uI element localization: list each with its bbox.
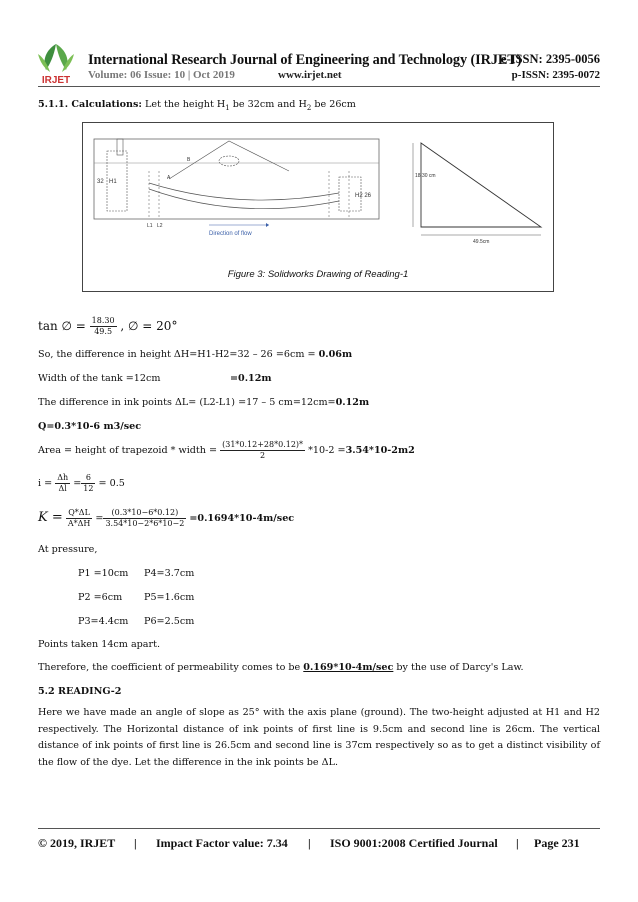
p-issn: p-ISSN: 2395-0072 <box>511 69 600 81</box>
permeability-equation: K = $\frac{Q*\Delta L}{A*\Delta H}$ = $\frac{(0.3*10-6*0.12)}{3.54*10-2*6*10-2}$ =0.1694*10-4m/sec <box>38 508 295 528</box>
pressure-heading: At pressure, <box>38 544 98 555</box>
reading2-paragraph: Here we have made an angle of slope as 25° with the axis plane (ground). The two-height adjusted at H1 and H2 respectively. The Horizontal distance of ink points of first line is 9.5cm and second line is 26cm. The vertical distance of ink points of first line is 26.5cm and second line is 37cm respectively so as to get a distinct visibility of the flow of the dye. Let the difference in the ink points be ΔL. <box>38 707 600 768</box>
volume-issue: Volume: 06 Issue: 10 | Oct 2019 <box>88 69 235 81</box>
points-apart: Points taken 14cm apart. <box>38 639 161 650</box>
section-heading: 5.1.1. Calculations: <box>38 99 142 110</box>
height-difference: So, the difference in height ΔH=H1-H2=32 – 26 =6cm = 0.06m <box>38 349 353 360</box>
footer-rule <box>38 828 600 829</box>
e-issn: e-ISSN: 2395-0056 <box>501 52 600 66</box>
header-subline <box>88 69 600 81</box>
figure-caption: Figure 3: Solidworks Drawing of Reading-1 <box>227 269 409 280</box>
header-rule <box>38 86 600 87</box>
svg-text:32: 32 <box>97 179 104 185</box>
svg-text:A: A <box>167 175 171 181</box>
journal-title: International Research Journal of Engineering and Technology (IRJET) <box>88 52 522 68</box>
area-equation: Area = height of trapezoid * width = $\frac{(31*0.12+28*0.12)*}{2}$ *10-2 =3.54*10-2m2 <box>38 440 415 460</box>
figure-box <box>82 122 554 292</box>
conclusion: Therefore, the coefficient of permeability comes to be 0.169*10-4m/sec by the use of Darcy's Law. <box>38 662 524 673</box>
svg-text:H1: H1 <box>109 179 117 185</box>
footer-iso: ISO 9001:2008 Certified Journal <box>330 836 498 850</box>
calc-line <box>38 98 356 115</box>
footer-copyright: © 2019, IRJET <box>38 836 116 850</box>
website-link[interactable]: www.irjet.net <box>278 69 342 81</box>
flow-label: Direction of flow <box>209 231 252 237</box>
tank-drawing <box>89 131 389 241</box>
footer-page: Page 231 <box>534 836 580 850</box>
flow-rate: Q=0.3*10-6 m3/sec <box>38 421 142 432</box>
svg-text:L1: L1 <box>147 223 153 229</box>
svg-text:H2 26: H2 26 <box>355 193 372 199</box>
footer-impact: Impact Factor value: 7.34 <box>156 836 288 850</box>
tan-equation: tan ∅ = $\frac{18.30}{49.5}$ , ∅ = 20° <box>38 316 178 336</box>
section-intro: Let the height $H_1$ be 32cm and $H_2$ be 26cm <box>145 99 356 112</box>
slope-triangle <box>401 137 546 247</box>
tank-width: Width of the tank =12cm =0.12m <box>38 373 272 384</box>
svg-text:B: B <box>187 157 191 163</box>
gradient-equation: i = $\frac{\Delta h}{\Delta l}$ = $\frac{6}{12}$ = 0.5 <box>38 473 125 493</box>
irjet-logo <box>28 40 84 86</box>
reading2-heading: 5.2 READING-2 <box>38 686 122 697</box>
svg-text:L2: L2 <box>157 223 163 229</box>
svg-text:49.5cm: 49.5cm <box>473 239 490 245</box>
logo-text: IRJET <box>41 75 71 86</box>
ink-difference: The difference in ink points ΔL= (L2-L1) =17 – 5 cm=12cm=0.12m <box>38 397 370 408</box>
svg-text:18.30 cm: 18.30 cm <box>415 173 436 179</box>
